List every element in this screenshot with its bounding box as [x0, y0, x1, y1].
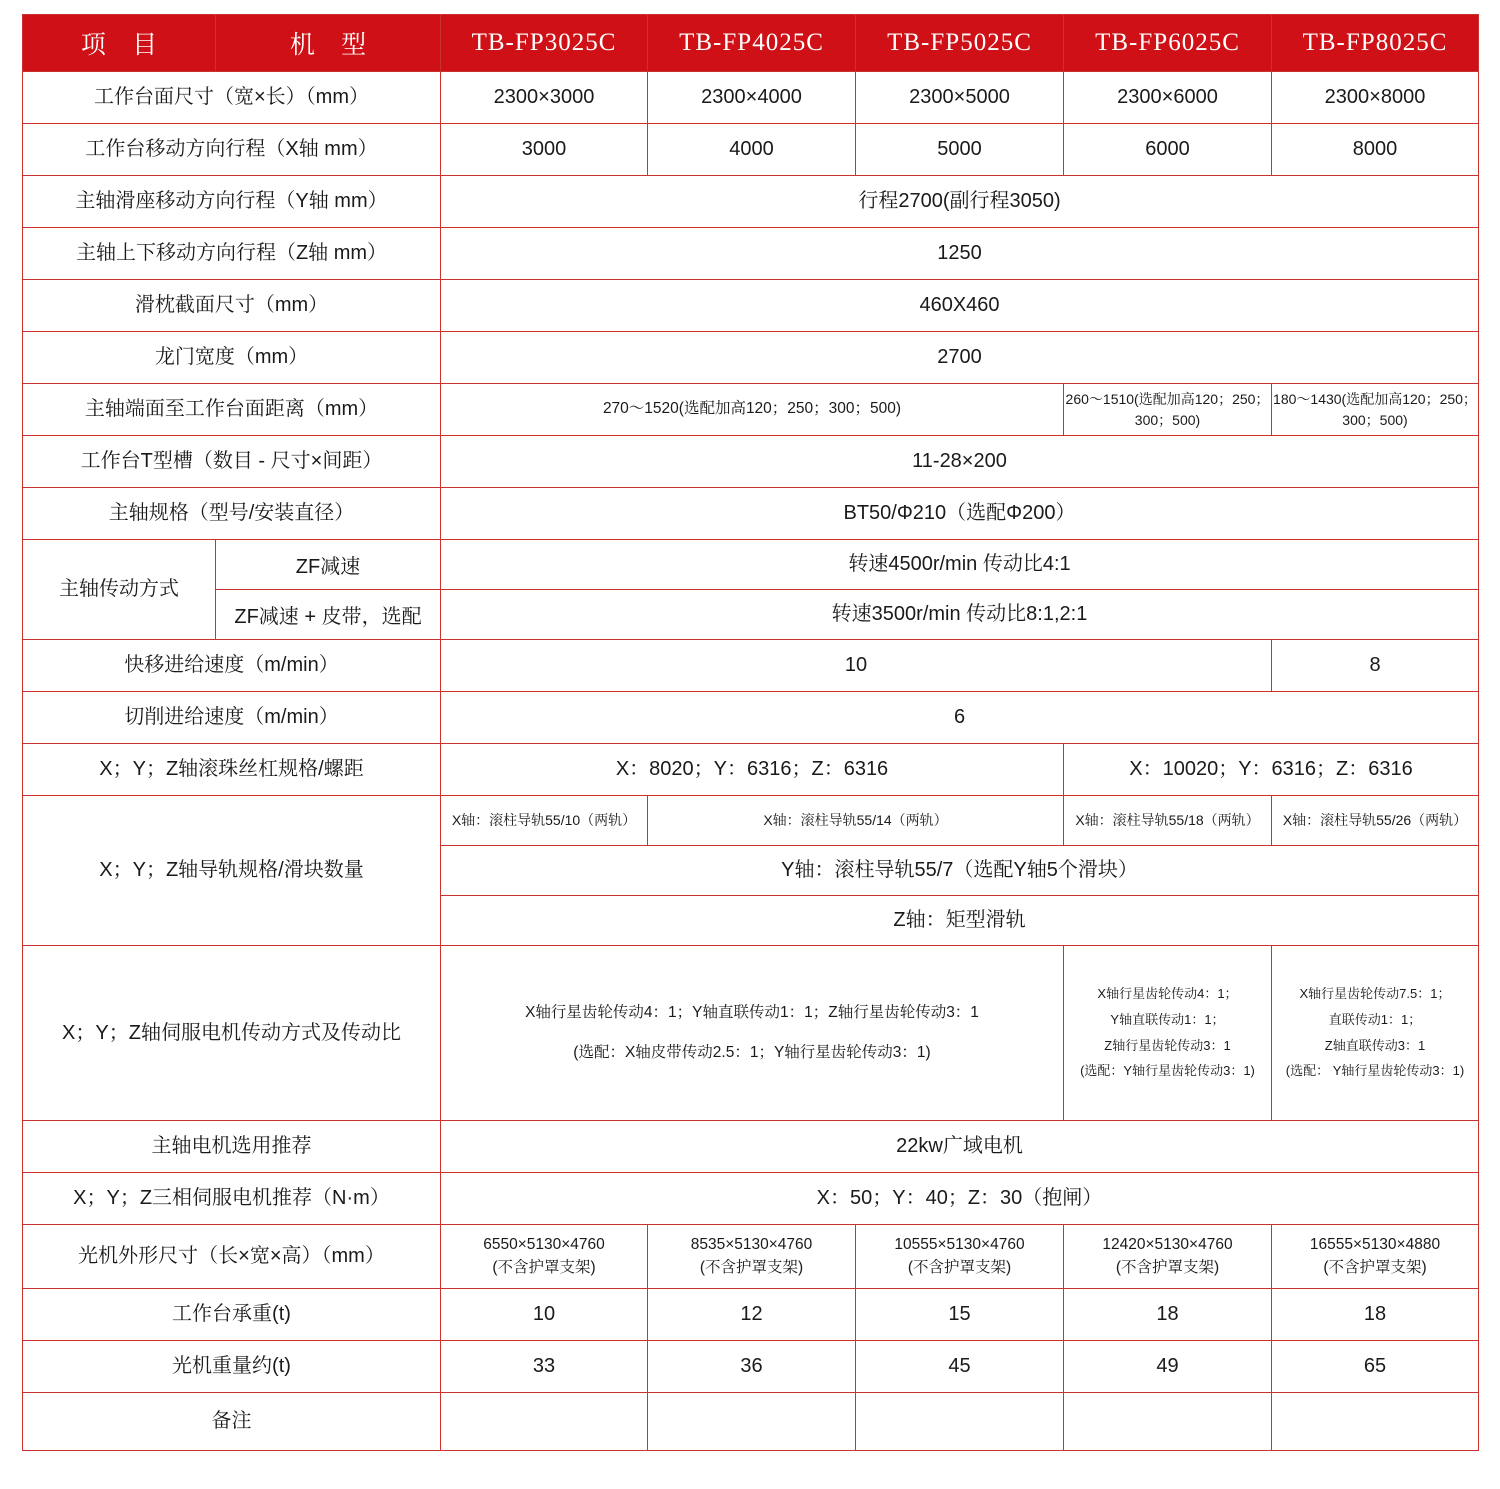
cell-spindle-motor-all: 22kw广域电机 [441, 1121, 1479, 1173]
table-row-spindle-drive-2 [23, 590, 1479, 640]
cell-machine-dim-8025 [1272, 1225, 1479, 1289]
cell-guideway-z: Z轴：矩型滑轨 [441, 896, 1479, 946]
cell-table-size-8025: 2300×8000 [1272, 72, 1479, 124]
cell-x-travel-8025: 8000 [1272, 124, 1479, 176]
header-model-tb-fp6025c: TB-FP6025C [1064, 15, 1272, 72]
row-sublabel-zf-belt: ZF减速 + 皮带，选配 [216, 590, 441, 640]
servo-8025-line4: (选配： Y轴行星齿轮传动3：1) [1285, 1063, 1465, 1079]
cell-x-travel-3025: 3000 [441, 124, 648, 176]
cell-x-travel-5025: 5000 [856, 124, 1064, 176]
header-model-tb-fp3025c: TB-FP3025C [441, 15, 648, 72]
machine-dim-8025-line1: 16555×5130×4880 [1309, 1236, 1441, 1254]
machine-dim-8025-line2: (不含护罩支架) [1323, 1258, 1427, 1276]
servo-8025-line1: X轴行星齿轮传动7.5：1； [1299, 985, 1451, 1001]
row-label-machine-weight: 光机重量约(t) [23, 1341, 441, 1393]
table-row-spindle-drive-1 [23, 540, 1479, 590]
cell-machine-dim-5025 [856, 1225, 1064, 1289]
header-model-tb-fp4025c: TB-FP4025C [648, 15, 856, 72]
cell-remark-6025 [1064, 1393, 1272, 1451]
cell-servo-motor-all: X：50；Y：40；Z：30（抱闸） [441, 1173, 1479, 1225]
cell-machine-dim-4025 [648, 1225, 856, 1289]
cell-guideway-x-8025: X轴：滚柱导轨55/26（两轨） [1272, 796, 1479, 846]
header-row [23, 15, 1479, 72]
servo-6025-line4: (选配：Y轴行星齿轮传动3：1) [1080, 1063, 1255, 1079]
table-row-rapid-feed [23, 640, 1479, 692]
row-label-z-travel: 主轴上下移动方向行程（Z轴 mm） [23, 228, 441, 280]
table-row-table-size [23, 72, 1479, 124]
row-sublabel-zf: ZF减速 [216, 540, 441, 590]
table-row-z-travel [23, 228, 1479, 280]
cell-remark-3025 [441, 1393, 648, 1451]
cell-x-travel-6025: 6000 [1064, 124, 1272, 176]
row-label-gantry-width: 龙门宽度（mm） [23, 332, 441, 384]
row-label-machine-dim: 光机外形尺寸（长×宽×高）（mm） [23, 1225, 441, 1289]
row-label-remark: 备注 [23, 1393, 441, 1451]
machine-dim-3025-line2: (不含护罩支架) [492, 1258, 596, 1276]
row-label-spindle-drive: 主轴传动方式 [23, 540, 216, 640]
specification-table [22, 14, 1479, 1451]
machine-dim-4025-line2: (不含护罩支架) [699, 1258, 804, 1276]
machine-dim-4025-line1: 8535×5130×4760 [690, 1236, 813, 1254]
cell-y-travel-all: 行程2700(副行程3050) [441, 176, 1479, 228]
cell-machine-weight-3025: 33 [441, 1341, 648, 1393]
table-row-table-load [23, 1289, 1479, 1341]
cell-servo-drive-6025 [1064, 946, 1272, 1121]
table-row-gantry-width [23, 332, 1479, 384]
servo-8025-line3: Z轴直联传动3：1 [1324, 1037, 1426, 1053]
table-header [23, 15, 1479, 72]
table-row-machine-weight [23, 1341, 1479, 1393]
cell-ballscrew-group-b: X：10020；Y：6316；Z：6316 [1064, 744, 1479, 796]
cell-remark-8025 [1272, 1393, 1479, 1451]
cell-spindle-spec-all: BT50/Φ210（选配Φ200） [441, 488, 1479, 540]
cell-tslot-all: 11-28×200 [441, 436, 1479, 488]
servo-8025-line2: 直联传动1：1； [1328, 1011, 1422, 1027]
row-label-cutting-feed: 切削进给速度（m/min） [23, 692, 441, 744]
row-label-ram-section: 滑枕截面尺寸（mm） [23, 280, 441, 332]
machine-dim-5025-line2: (不含护罩支架) [907, 1258, 1012, 1276]
row-label-y-travel: 主轴滑座移动方向行程（Y轴 mm） [23, 176, 441, 228]
cell-machine-weight-4025: 36 [648, 1341, 856, 1393]
cell-ballscrew-group-a: X：8020；Y：6316；Z：6316 [441, 744, 1064, 796]
table-row-x-travel [23, 124, 1479, 176]
cell-spindle-to-table-group-a: 270～1520(选配加高120；250；300；500) [441, 384, 1064, 436]
servo-6025-line1: X轴行星齿轮传动4：1； [1097, 985, 1238, 1001]
row-label-spindle-spec: 主轴规格（型号/安装直径） [23, 488, 441, 540]
row-label-tslot: 工作台T型槽（数目 - 尺寸×间距） [23, 436, 441, 488]
row-label-guideways: X；Y；Z轴导轨规格/滑块数量 [23, 796, 441, 946]
table-body [23, 72, 1479, 1451]
row-label-x-travel: 工作台移动方向行程（X轴 mm） [23, 124, 441, 176]
header-item: 项 目 [23, 15, 216, 72]
servo-6025-line3: Z轴行星齿轮传动3：1 [1104, 1037, 1231, 1053]
cell-table-size-6025: 2300×6000 [1064, 72, 1272, 124]
table-row-spindle-spec [23, 488, 1479, 540]
cell-rapid-feed-group-a: 10 [441, 640, 1272, 692]
row-label-servo-drive: X；Y；Z轴伺服电机传动方式及传动比 [23, 946, 441, 1121]
cell-servo-drive-group-a [441, 946, 1064, 1121]
cell-table-size-3025: 2300×3000 [441, 72, 648, 124]
table-row-machine-dim [23, 1225, 1479, 1289]
cell-spindle-drive-zf: 转速4500r/min 传动比4:1 [441, 540, 1479, 590]
table-row-spindle-motor [23, 1121, 1479, 1173]
table-row-y-travel [23, 176, 1479, 228]
row-label-spindle-motor: 主轴电机选用推荐 [23, 1121, 441, 1173]
cell-machine-dim-3025 [441, 1225, 648, 1289]
cell-guideway-x-6025: X轴：滚柱导轨55/18（两轨） [1064, 796, 1272, 846]
table-row-guideways-x [23, 796, 1479, 846]
cell-table-load-6025: 18 [1064, 1289, 1272, 1341]
machine-dim-6025-line2: (不含护罩支架) [1115, 1258, 1220, 1276]
cell-remark-4025 [648, 1393, 856, 1451]
servo-group-a-line1: X轴行星齿轮传动4：1；Y轴直联传动1：1；Z轴行星齿轮传动3：1 [525, 1003, 979, 1021]
servo-group-a-line2: (选配：X轴皮带传动2.5：1；Y轴行星齿轮传动3：1) [573, 1044, 931, 1061]
machine-dim-5025-line1: 10555×5130×4760 [894, 1236, 1025, 1254]
cell-spindle-to-table-8025: 180～1430(选配加高120；250；300；500) [1272, 384, 1479, 436]
table-row-cutting-feed [23, 692, 1479, 744]
cell-guideway-x-3025: X轴：滚柱导轨55/10（两轨） [441, 796, 648, 846]
cell-rapid-feed-8025: 8 [1272, 640, 1479, 692]
row-label-table-load: 工作台承重(t) [23, 1289, 441, 1341]
cell-machine-weight-6025: 49 [1064, 1341, 1272, 1393]
table-row-servo-motor [23, 1173, 1479, 1225]
cell-table-load-5025: 15 [856, 1289, 1064, 1341]
machine-dim-3025-line1: 6550×5130×4760 [483, 1236, 605, 1254]
row-label-ballscrew: X；Y；Z轴滚珠丝杠规格/螺距 [23, 744, 441, 796]
row-label-spindle-to-table: 主轴端面至工作台面距离（mm） [23, 384, 441, 436]
row-label-servo-motor: X；Y；Z三相伺服电机推荐（N·m） [23, 1173, 441, 1225]
cell-table-size-5025: 2300×5000 [856, 72, 1064, 124]
cell-machine-weight-8025: 65 [1272, 1341, 1479, 1393]
header-model: 机 型 [216, 15, 441, 72]
header-model-tb-fp8025c: TB-FP8025C [1272, 15, 1479, 72]
cell-ram-section-all: 460X460 [441, 280, 1479, 332]
cell-servo-drive-8025 [1272, 946, 1479, 1121]
cell-machine-dim-6025 [1064, 1225, 1272, 1289]
cell-x-travel-4025: 4000 [648, 124, 856, 176]
cell-gantry-width-all: 2700 [441, 332, 1479, 384]
row-label-rapid-feed: 快移进给速度（m/min） [23, 640, 441, 692]
table-row-remark [23, 1393, 1479, 1451]
cell-table-size-4025: 2300×4000 [648, 72, 856, 124]
table-row-tslot [23, 436, 1479, 488]
row-label-table-size: 工作台面尺寸（宽×长）（mm） [23, 72, 441, 124]
cell-table-load-8025: 18 [1272, 1289, 1479, 1341]
cell-z-travel-all: 1250 [441, 228, 1479, 280]
header-model-tb-fp5025c: TB-FP5025C [856, 15, 1064, 72]
cell-spindle-drive-zf-belt: 转速3500r/min 传动比8:1,2:1 [441, 590, 1479, 640]
cell-machine-weight-5025: 45 [856, 1341, 1064, 1393]
cell-guideway-y: Y轴：滚柱导轨55/7（选配Y轴5个滑块） [441, 846, 1479, 896]
table-row-spindle-to-table [23, 384, 1479, 436]
cell-remark-5025 [856, 1393, 1064, 1451]
servo-6025-line2: Y轴直联传动1：1； [1110, 1011, 1225, 1027]
table-row-ballscrew [23, 744, 1479, 796]
table-row-ram-section [23, 280, 1479, 332]
cell-table-load-3025: 10 [441, 1289, 648, 1341]
cell-spindle-to-table-6025: 260～1510(选配加高120；250；300；500) [1064, 384, 1272, 436]
machine-dim-6025-line1: 12420×5130×4760 [1102, 1236, 1233, 1254]
table-row-servo-drive [23, 946, 1479, 1121]
cell-cutting-feed-all: 6 [441, 692, 1479, 744]
cell-table-load-4025: 12 [648, 1289, 856, 1341]
cell-guideway-x-4025-5025: X轴：滚柱导轨55/14（两轨） [648, 796, 1064, 846]
